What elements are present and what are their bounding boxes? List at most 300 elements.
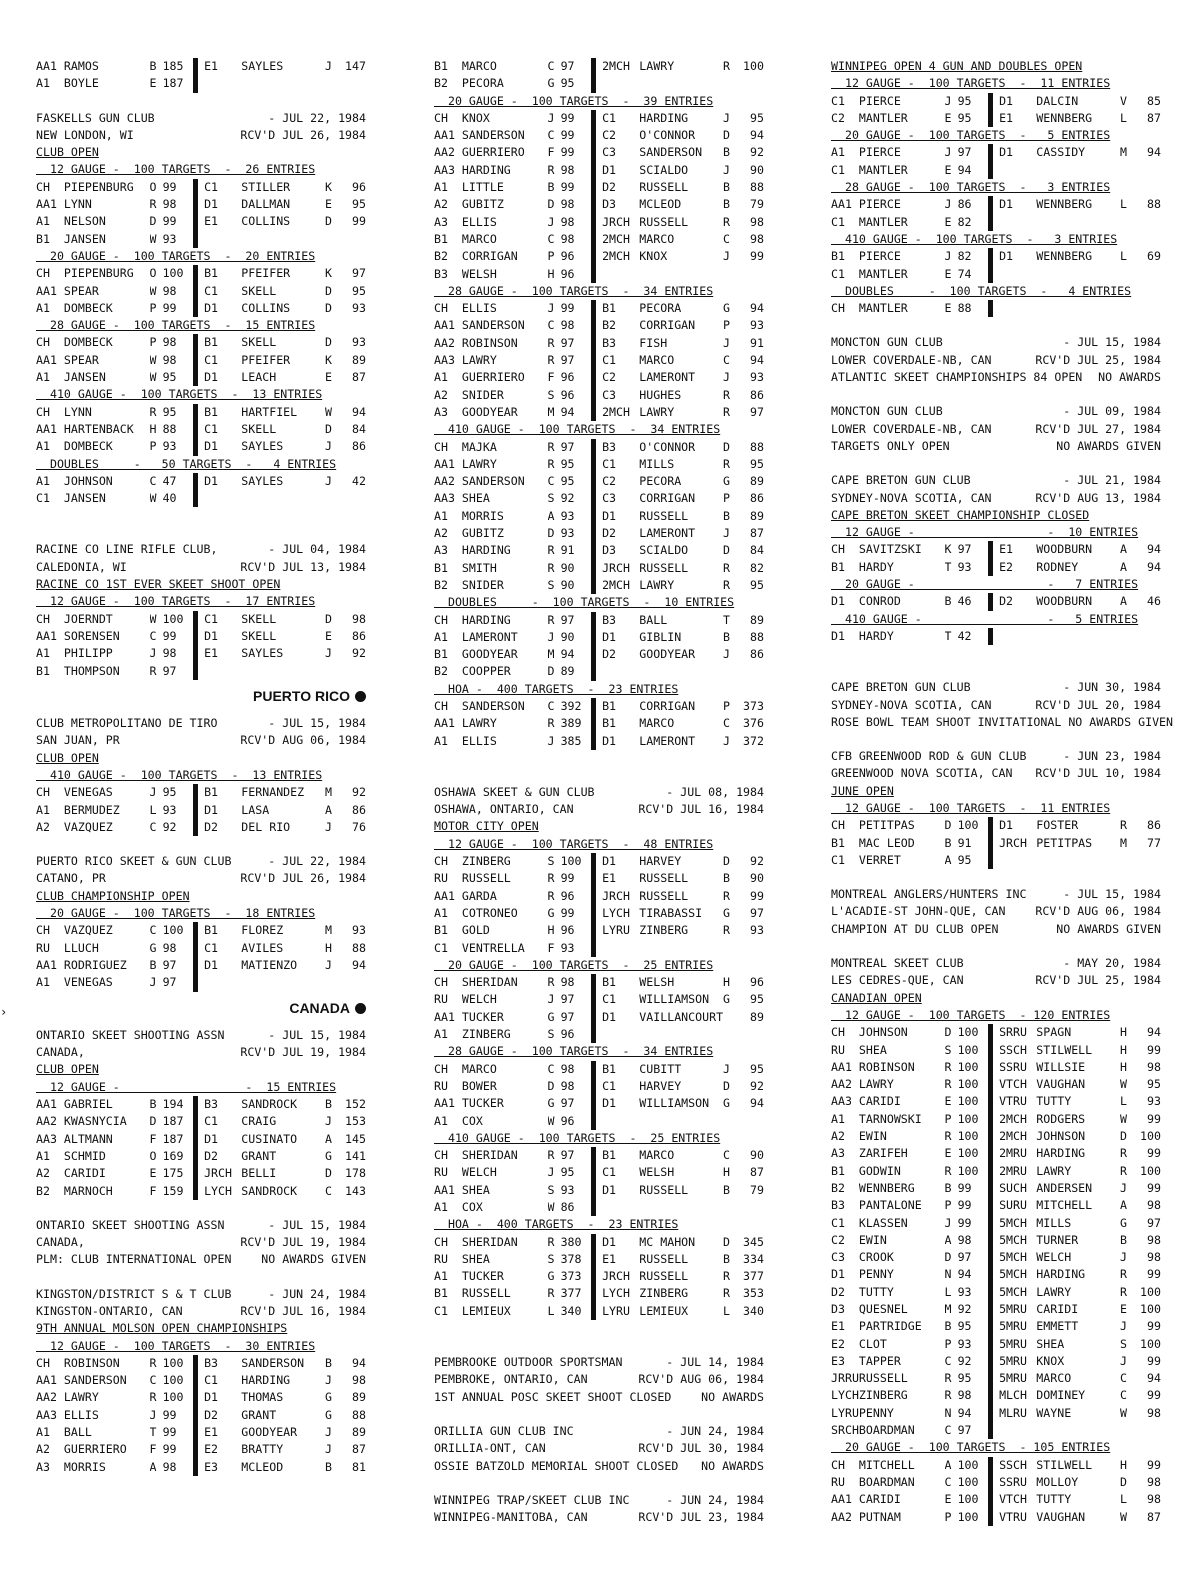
cell-score: 100 bbox=[957, 1094, 979, 1109]
cell-class: B1 bbox=[36, 231, 50, 246]
column-divider bbox=[193, 1148, 199, 1165]
column-divider bbox=[591, 940, 597, 957]
cell-class: 5MRU bbox=[999, 1336, 1027, 1351]
cell-initial: F bbox=[547, 940, 555, 955]
cell-score: 91 bbox=[750, 335, 764, 350]
cell-class: AA1 bbox=[36, 283, 57, 298]
result-row bbox=[434, 110, 764, 127]
cell-shooter: LEACH bbox=[241, 370, 277, 385]
cell-shooter: RUSSELL bbox=[639, 1251, 689, 1266]
column-divider bbox=[591, 248, 597, 265]
cell-score: 353 bbox=[743, 1286, 764, 1301]
cell-shooter bbox=[639, 1199, 723, 1216]
cell-initial: B bbox=[944, 594, 952, 609]
cell-score: 97 bbox=[560, 335, 575, 350]
cell-score: 340 bbox=[743, 1303, 764, 1318]
cell-shooter: JOHNSON bbox=[858, 1025, 908, 1040]
cell-class: D1 bbox=[831, 628, 845, 643]
event-title: CLUB OPEN bbox=[36, 750, 99, 765]
club-name: OSHAWA SKEET & GUN CLUB bbox=[434, 784, 595, 799]
column-divider bbox=[591, 179, 597, 196]
event-note: OSSIE BATZOLD MEMORIAL SHOOT CLOSED bbox=[434, 1458, 679, 1473]
cell-initial: W bbox=[149, 231, 157, 246]
cell-class: CH bbox=[434, 612, 448, 627]
cell-shooter: GABRIEL bbox=[63, 1097, 113, 1112]
cell-score: 372 bbox=[743, 733, 764, 748]
cell-shooter: TIRABASSI bbox=[639, 905, 703, 920]
result-row bbox=[434, 853, 764, 870]
cell-shooter: LAWRY bbox=[461, 456, 497, 471]
cell-class: A2 bbox=[36, 1442, 50, 1457]
spacer bbox=[36, 1269, 366, 1286]
cell-shooter bbox=[1036, 162, 1120, 179]
header-line bbox=[36, 1286, 366, 1303]
cell-shooter: THOMPSON bbox=[63, 663, 120, 678]
cell-score: 99 bbox=[162, 1407, 177, 1422]
cell-shooter: SHEA bbox=[461, 491, 490, 506]
cell-score: 98 bbox=[1147, 1232, 1161, 1247]
cell-initial: P bbox=[149, 335, 157, 350]
cell-class: A1 bbox=[36, 439, 50, 454]
cell-initial: G bbox=[723, 1096, 731, 1111]
header-line bbox=[831, 403, 1161, 420]
cell-initial bbox=[325, 974, 338, 991]
cell-shooter bbox=[1036, 628, 1120, 645]
column-divider bbox=[591, 110, 597, 127]
cell-initial: R bbox=[723, 1286, 731, 1301]
cell-score: 96 bbox=[352, 179, 366, 194]
cell-class: C1 bbox=[204, 611, 219, 626]
cell-shooter: SHEA bbox=[461, 1251, 490, 1266]
cell-score: 99 bbox=[957, 1198, 972, 1213]
cell-class: AA1 bbox=[434, 128, 455, 143]
club-report bbox=[831, 748, 1161, 869]
column-divider bbox=[193, 283, 199, 300]
cell-score: 94 bbox=[957, 1405, 972, 1420]
cell-shooter: VAILLANCOURT bbox=[639, 1009, 724, 1024]
result-row bbox=[831, 1387, 1161, 1404]
result-row bbox=[434, 300, 764, 317]
cell-class: AA2 bbox=[831, 1077, 852, 1092]
cell-class: MLRU bbox=[999, 1405, 1027, 1420]
cell-shooter: MANTLER bbox=[858, 214, 908, 229]
header-line bbox=[36, 1217, 366, 1234]
club-name: PEMBROOKE OUTDOOR SPORTSMAN bbox=[434, 1355, 623, 1370]
cell-initial: R bbox=[1120, 1284, 1128, 1299]
result-row bbox=[831, 266, 1161, 283]
cell-score: 88 bbox=[750, 439, 764, 454]
cell-shooter: LAMERONT bbox=[639, 526, 696, 541]
spacer bbox=[831, 938, 1161, 955]
cell-score: 99 bbox=[957, 1215, 972, 1230]
cell-shooter: WELSH bbox=[639, 1165, 675, 1180]
cell-shooter: MITCHELL bbox=[1036, 1198, 1093, 1213]
cell-shooter: LAMERONT bbox=[461, 629, 518, 644]
cell-initial: D bbox=[944, 1025, 952, 1040]
received-date: RCV'D JUL 16, 1984 bbox=[638, 802, 764, 817]
cell-class: AA1 bbox=[434, 716, 455, 731]
cell-initial: P bbox=[944, 1111, 952, 1126]
cell-score: 187 bbox=[162, 1114, 184, 1129]
column-divider bbox=[193, 784, 199, 801]
result-row bbox=[36, 58, 366, 75]
cell-initial: R bbox=[723, 888, 731, 903]
cell-score: 82 bbox=[957, 249, 972, 264]
cell-shooter: LAWRY bbox=[639, 577, 675, 592]
cell-class: C3 bbox=[602, 491, 617, 506]
column-divider bbox=[193, 300, 199, 317]
club-name: MONTREAL SKEET CLUB bbox=[831, 956, 964, 971]
cell-initial: S bbox=[547, 1027, 555, 1042]
awards-note: NO AWARDS GIVEN bbox=[1056, 921, 1161, 936]
cell-shooter: RODNEY bbox=[1036, 559, 1079, 574]
cell-score: 100 bbox=[1140, 1163, 1161, 1178]
cell-initial: G bbox=[325, 1390, 333, 1405]
cell-initial: D bbox=[149, 1114, 157, 1129]
cell-shooter: TUCKER bbox=[461, 1269, 504, 1284]
cell-initial: B bbox=[723, 871, 731, 886]
club-report bbox=[434, 1354, 764, 1406]
cell-shooter: GUERRIERO bbox=[461, 145, 525, 160]
result-row bbox=[36, 196, 366, 213]
cell-class: CH bbox=[831, 542, 845, 557]
cell-class: D3 bbox=[602, 197, 617, 212]
cell-shooter: SKELL bbox=[241, 421, 277, 436]
shoot-date: - JUL 15, 1984 bbox=[268, 716, 366, 731]
cell-score: 97 bbox=[560, 1096, 575, 1111]
header-line bbox=[434, 1492, 764, 1509]
cell-initial: O bbox=[149, 1148, 157, 1163]
cell-score: 88 bbox=[162, 421, 177, 436]
cell-class: LYCH bbox=[602, 905, 630, 920]
cell-score: 100 bbox=[957, 1077, 979, 1092]
event-title: CLUB OPEN bbox=[36, 145, 99, 160]
cell-class: AA1 bbox=[434, 1009, 455, 1024]
cell-shooter: WENNBERG bbox=[1036, 197, 1093, 212]
cell-shooter: ANDERSEN bbox=[1036, 1180, 1093, 1195]
cell-shooter: PIEPENBURG bbox=[63, 179, 134, 194]
cell-shooter: MCLEOD bbox=[639, 197, 682, 212]
column-divider bbox=[988, 852, 994, 869]
cell-initial: H bbox=[723, 1165, 731, 1180]
cell-initial: R bbox=[547, 439, 555, 454]
cell-shooter: SKELL bbox=[241, 611, 277, 626]
cell-score: 373 bbox=[743, 698, 764, 713]
cell-shooter: GUERRIERO bbox=[63, 1442, 127, 1457]
cell-shooter: CORRIGAN bbox=[639, 491, 696, 506]
club-report bbox=[434, 1423, 764, 1475]
club-location: LES CEDRES-QUE, CAN bbox=[831, 973, 964, 988]
column-divider bbox=[988, 1301, 994, 1318]
cell-class: 2MRU bbox=[999, 1163, 1027, 1178]
cell-initial: J bbox=[325, 439, 333, 454]
cell-initial: C bbox=[723, 716, 731, 731]
cell-initial: C bbox=[944, 1474, 952, 1489]
cell-shooter: STILWELL bbox=[1036, 1457, 1093, 1472]
column-divider bbox=[988, 162, 994, 179]
column-divider bbox=[591, 335, 597, 352]
cell-shooter: TUTTY bbox=[858, 1284, 894, 1299]
header-line bbox=[36, 1027, 366, 1044]
cell-initial bbox=[325, 490, 338, 507]
header-line bbox=[36, 870, 366, 887]
cell-initial: J bbox=[149, 785, 157, 800]
result-row bbox=[36, 784, 366, 801]
column-divider bbox=[193, 1407, 199, 1424]
cell-initial: J bbox=[944, 145, 952, 160]
column-divider bbox=[988, 817, 994, 834]
cell-score: 96 bbox=[560, 923, 575, 938]
cell-shooter: CARIDI bbox=[858, 1492, 901, 1507]
cell-score: 98 bbox=[162, 352, 177, 367]
cell-shooter bbox=[639, 266, 723, 283]
cell-initial: B bbox=[723, 1182, 731, 1197]
cell-score: 98 bbox=[560, 1078, 575, 1093]
cell-initial: D bbox=[944, 1250, 952, 1265]
cell-score: 85 bbox=[1147, 93, 1161, 108]
cell-shooter: MILLS bbox=[639, 456, 675, 471]
cell-initial: L bbox=[1120, 110, 1128, 125]
cell-score: 99 bbox=[1147, 1267, 1161, 1282]
cell-shooter: MARCO bbox=[639, 231, 675, 246]
cell-shooter: MORRIS bbox=[63, 1459, 106, 1474]
cell-shooter bbox=[1036, 266, 1120, 283]
cell-score: 99 bbox=[162, 1442, 177, 1457]
column-divider bbox=[988, 1024, 994, 1041]
cell-shooter: LYNN bbox=[63, 404, 92, 419]
cell-initial: J bbox=[325, 957, 333, 972]
cell-class: D1 bbox=[204, 957, 219, 972]
gauge-section-heading: 410 GAUGE - 100 TARGETS - 25 ENTRIES bbox=[434, 1130, 721, 1145]
cell-initial: B bbox=[149, 1097, 157, 1112]
cell-initial: J bbox=[723, 110, 731, 125]
cell-shooter: PUTNAM bbox=[858, 1509, 901, 1524]
cell-class: RU bbox=[434, 1165, 448, 1180]
column-divider bbox=[193, 1459, 199, 1476]
cell-initial: E bbox=[944, 162, 952, 177]
cell-score: 95 bbox=[162, 404, 177, 419]
cell-class: A1 bbox=[434, 1027, 448, 1042]
cell-score: 99 bbox=[1147, 1180, 1161, 1195]
cell-score: 69 bbox=[1147, 249, 1161, 264]
cell-initial: E bbox=[325, 628, 333, 643]
header-line bbox=[831, 438, 1161, 455]
cell-score: 97 bbox=[1147, 1215, 1161, 1230]
result-row bbox=[831, 852, 1161, 869]
cell-shooter: PECORA bbox=[639, 474, 682, 489]
cell-score: 93 bbox=[957, 559, 972, 574]
cell-shooter: SHEA bbox=[1036, 1336, 1065, 1351]
cell-initial: J bbox=[1120, 1180, 1128, 1195]
cell-shooter: SHEA bbox=[858, 1042, 887, 1057]
cell-score: 76 bbox=[352, 819, 366, 834]
cell-initial: C bbox=[944, 1353, 952, 1368]
cell-initial: D bbox=[149, 214, 157, 229]
spacer bbox=[434, 750, 764, 784]
cell-class: C1 bbox=[434, 940, 448, 955]
cell-class: B1 bbox=[602, 698, 617, 713]
cell-score: 93 bbox=[560, 1182, 575, 1197]
cell-initial: E bbox=[325, 197, 333, 212]
cell-initial: R bbox=[547, 1286, 555, 1301]
cell-shooter bbox=[639, 1026, 723, 1043]
gauge-section-heading: 20 GAUGE - 100 TARGETS - 18 ENTRIES bbox=[36, 906, 316, 921]
shoot-date: - JUN 24, 1984 bbox=[268, 1286, 366, 1301]
event-note: ROSE BOWL TEAM SHOOT INVITATIONAL NO AWARDS GIVEN bbox=[831, 714, 1174, 729]
cell-score: 89 bbox=[352, 352, 366, 367]
cell-score: 99 bbox=[560, 871, 575, 886]
cell-shooter: CARIDI bbox=[63, 1166, 106, 1181]
cell-score bbox=[1133, 162, 1161, 179]
cell-class: D1 bbox=[204, 300, 219, 315]
result-row bbox=[36, 300, 366, 317]
cell-score: 94 bbox=[750, 1096, 764, 1111]
cell-score: 99 bbox=[162, 300, 177, 315]
cell-initial bbox=[723, 75, 736, 92]
cell-class: RU bbox=[434, 1251, 448, 1266]
cell-score: 92 bbox=[352, 646, 366, 661]
header-line bbox=[831, 472, 1161, 489]
cell-initial: E bbox=[325, 370, 333, 385]
cell-score: 99 bbox=[1147, 1388, 1161, 1403]
cell-score bbox=[736, 1026, 764, 1043]
cell-class bbox=[999, 266, 1036, 283]
cell-initial: J bbox=[723, 162, 731, 177]
cell-class: CH bbox=[831, 1025, 845, 1040]
cell-initial: D bbox=[547, 197, 555, 212]
column-divider bbox=[988, 1215, 994, 1232]
column-divider bbox=[988, 1128, 994, 1145]
header-line bbox=[831, 352, 1161, 369]
cell-score: 92 bbox=[162, 819, 177, 834]
cell-class: A1 bbox=[434, 1269, 448, 1284]
column-divider bbox=[591, 974, 597, 991]
result-row bbox=[36, 1148, 366, 1165]
cell-initial: C bbox=[149, 1373, 157, 1388]
result-row bbox=[434, 1285, 764, 1302]
spacer bbox=[36, 93, 366, 110]
cell-initial bbox=[1120, 300, 1133, 317]
result-row bbox=[434, 335, 764, 352]
cell-shooter: PHILIPP bbox=[63, 646, 113, 661]
cell-initial: R bbox=[723, 214, 731, 229]
cell-score: 98 bbox=[162, 283, 177, 298]
result-row bbox=[434, 1147, 764, 1164]
cell-class: D1 bbox=[831, 594, 845, 609]
cell-score: 97 bbox=[750, 404, 764, 419]
cell-initial: M bbox=[547, 404, 555, 419]
cell-initial: D bbox=[723, 1234, 731, 1249]
cell-score: 98 bbox=[750, 231, 764, 246]
header-line bbox=[831, 748, 1161, 765]
shoot-date: - JUL 09, 1984 bbox=[1063, 404, 1161, 419]
cell-shooter: WENNBERG bbox=[1036, 249, 1093, 264]
cell-class: 2MCH bbox=[999, 1111, 1027, 1126]
cell-initial: R bbox=[547, 335, 555, 350]
cell-class: B2 bbox=[434, 577, 448, 592]
spacer bbox=[36, 1200, 366, 1217]
cell-shooter: VERRET bbox=[858, 852, 901, 867]
cell-shooter: BALL bbox=[63, 1425, 92, 1440]
cell-initial: R bbox=[547, 871, 555, 886]
spacer bbox=[831, 455, 1161, 472]
cell-class: D1 bbox=[204, 1131, 219, 1146]
cell-initial: O bbox=[149, 266, 157, 281]
column-divider bbox=[193, 957, 199, 974]
cell-score: 99 bbox=[1147, 1042, 1161, 1057]
cell-initial: R bbox=[723, 560, 731, 575]
cell-initial: P bbox=[944, 1198, 952, 1213]
cell-shooter: ELLIS bbox=[461, 301, 497, 316]
cell-initial: D bbox=[325, 214, 333, 229]
cell-shooter: SPEAR bbox=[63, 283, 99, 298]
column-divider bbox=[591, 542, 597, 559]
cell-initial: J bbox=[1120, 1353, 1128, 1368]
cell-class: D1 bbox=[204, 197, 219, 212]
column-divider bbox=[193, 490, 199, 507]
cell-score: 100 bbox=[162, 923, 184, 938]
cell-class: B3 bbox=[204, 1097, 219, 1112]
cell-score: 94 bbox=[750, 301, 764, 316]
cell-class: C1 bbox=[831, 852, 845, 867]
cell-initial: M bbox=[325, 785, 333, 800]
cell-shooter: SORENSEN bbox=[63, 628, 120, 643]
cell-class: LYRU bbox=[602, 923, 630, 938]
result-row bbox=[36, 334, 366, 351]
cell-score: 377 bbox=[560, 1286, 582, 1301]
cell-class: 5MRU bbox=[999, 1371, 1027, 1386]
header-line bbox=[36, 853, 366, 870]
cell-shooter: SHERIDAN bbox=[461, 1234, 518, 1249]
shoot-date: - JUL 08, 1984 bbox=[666, 784, 764, 799]
cell-shooter: VAZQUEZ bbox=[63, 923, 113, 938]
cell-score: 93 bbox=[560, 508, 575, 523]
cell-initial: R bbox=[547, 560, 555, 575]
shoot-date: - JUL 22, 1984 bbox=[268, 854, 366, 869]
cell-class: D1 bbox=[204, 370, 219, 385]
result-row bbox=[831, 1076, 1161, 1093]
cell-initial: S bbox=[547, 1182, 555, 1197]
result-row bbox=[831, 817, 1161, 834]
cell-initial: R bbox=[547, 162, 555, 177]
cell-initial: G bbox=[723, 474, 731, 489]
event-title: CAPE BRETON SKEET CHAMPIONSHIP CLOSED bbox=[831, 507, 1090, 522]
cell-initial: H bbox=[1120, 1042, 1128, 1057]
cell-shooter: VAZQUEZ bbox=[63, 819, 113, 834]
cell-shooter: HARDING bbox=[461, 543, 511, 558]
cell-class: B1 bbox=[204, 404, 219, 419]
cell-shooter: DOMINEY bbox=[1036, 1388, 1086, 1403]
cell-initial: R bbox=[944, 1163, 952, 1178]
cell-score: 94 bbox=[352, 1355, 366, 1370]
cell-initial: J bbox=[547, 733, 555, 748]
result-row bbox=[434, 870, 764, 887]
result-row bbox=[36, 1424, 366, 1441]
header-line bbox=[36, 715, 366, 732]
cell-score: 89 bbox=[750, 1009, 764, 1024]
cell-class: D1 bbox=[999, 249, 1014, 264]
received-date: RCV'D JUL 20, 1984 bbox=[1035, 697, 1161, 712]
column-divider bbox=[193, 213, 199, 230]
column-divider bbox=[193, 265, 199, 282]
cell-score: 99 bbox=[560, 180, 575, 195]
column-divider bbox=[591, 853, 597, 870]
cell-class: CH bbox=[36, 335, 50, 350]
gauge-section-heading: HOA - 400 TARGETS - 23 ENTRIES bbox=[434, 1217, 679, 1232]
cell-score: 93 bbox=[560, 526, 575, 541]
cell-score: 95 bbox=[352, 197, 366, 212]
awards-note: NO AWARDS GIVEN bbox=[261, 1252, 366, 1267]
